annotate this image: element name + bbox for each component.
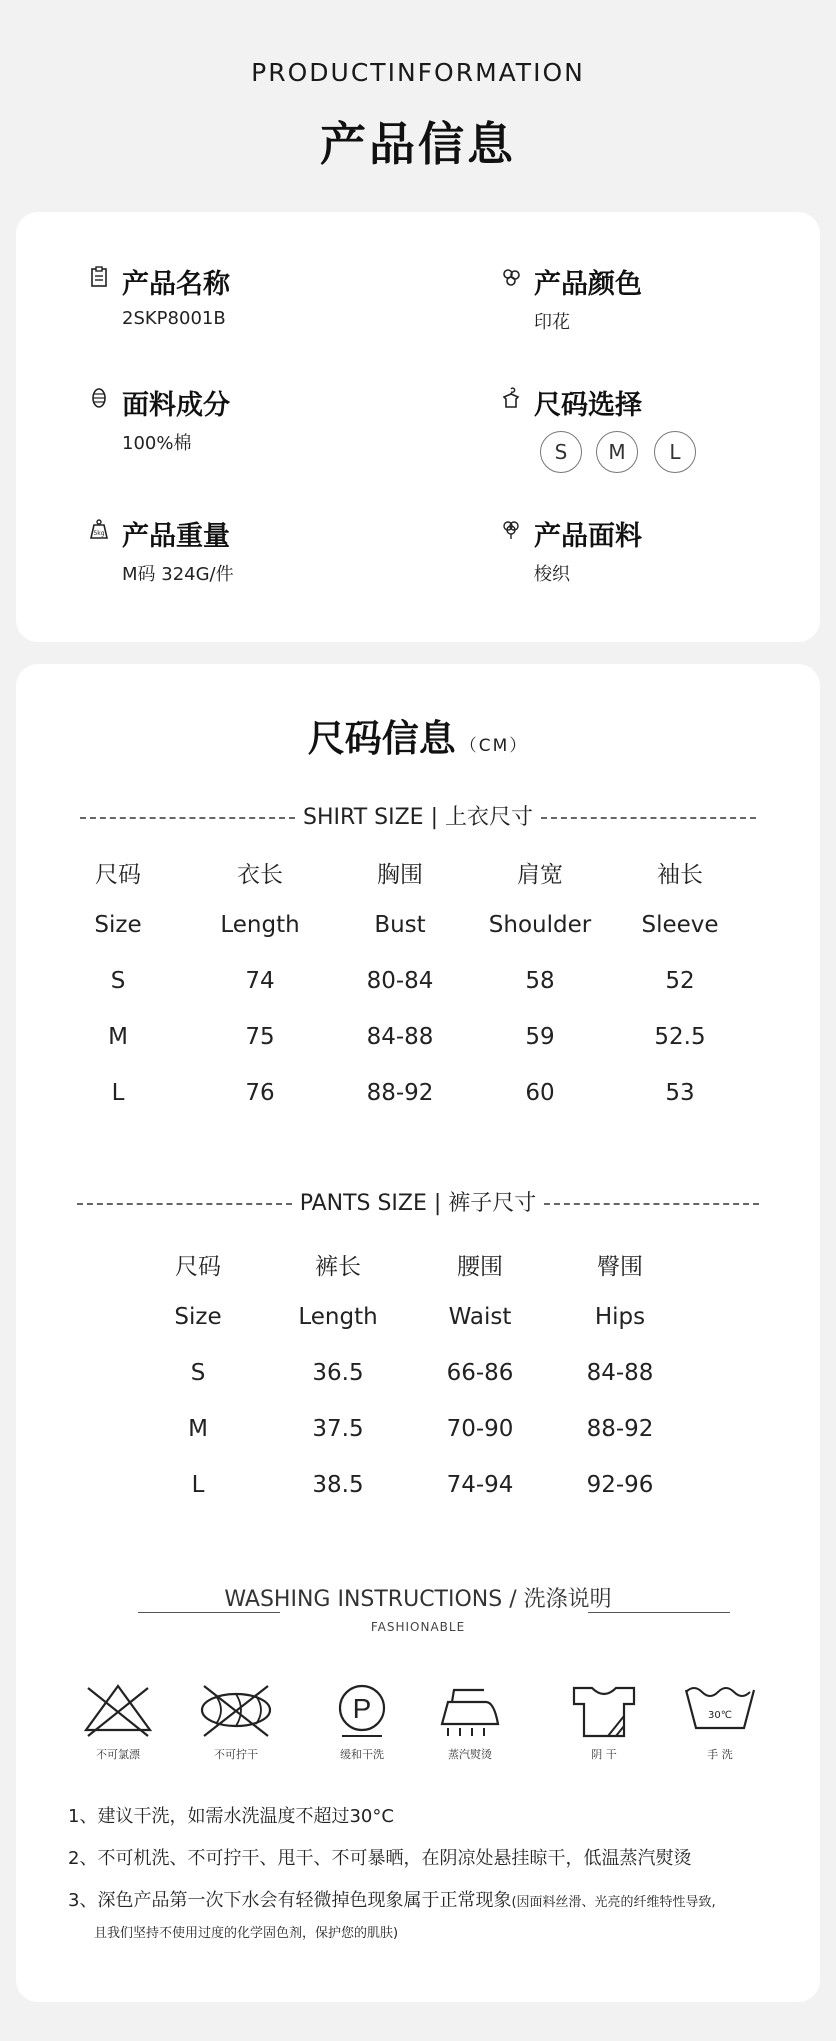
table-header-en-cell: Size [174, 1304, 222, 1330]
pants-size-title: PANTS SIZE | 裤子尺寸 [299, 1191, 537, 1216]
table-row-cell: 75 [245, 1024, 275, 1050]
wash-label: 蒸汽熨烫 [448, 1748, 492, 1761]
palette-icon [500, 266, 522, 288]
table-row-cell: 76 [245, 1080, 275, 1106]
no-wring-icon [194, 1680, 278, 1742]
pants-size-heading [0, 1186, 836, 1217]
info-title: 尺码选择 [534, 390, 642, 421]
shirt-size-heading [0, 800, 836, 831]
header-title-cn: 产品信息 [320, 117, 516, 171]
table-row-cell: 38.5 [312, 1472, 364, 1498]
cotton-icon [500, 518, 522, 540]
table-row-cell: S [110, 968, 126, 994]
wash-note-3 [68, 1886, 716, 1912]
info-value: 梭织 [534, 564, 570, 585]
wash-note-3-text: 3、深色产品第一次下水会有轻微掉色现象属于正常现象 [68, 1890, 512, 1911]
table-header-cn-cell: 尺码 [95, 862, 141, 888]
hand-wash-temp: 30℃ [708, 1710, 732, 1721]
table-row-cell: 88-92 [366, 1080, 434, 1106]
table-header-cn-cell: 肩宽 [517, 862, 563, 888]
table-row-cell: 36.5 [312, 1360, 364, 1386]
table-header-cn-cell: 袖长 [657, 862, 703, 888]
yarn-spool-icon [88, 387, 110, 409]
wash-note-1: 1、建议干洗，如需水洗温度不超过30°C [68, 1806, 394, 1827]
table-row-cell: 74-94 [446, 1472, 514, 1498]
table-row-cell: 60 [525, 1080, 555, 1106]
table-row-cell: 84-88 [586, 1360, 654, 1386]
info-title: 产品面料 [534, 521, 642, 552]
clipboard-icon [88, 266, 110, 288]
table-header-en-cell: Shoulder [488, 912, 592, 938]
gentle-dry-clean-icon [320, 1680, 404, 1742]
table-row-cell: 84-88 [366, 1024, 434, 1050]
table-header-en-cell: Size [94, 912, 142, 938]
wash-note-3-small: (因面料丝滑、光亮的纤维特性导致, [511, 1895, 716, 1910]
steam-iron-icon [428, 1680, 512, 1742]
table-row-cell: 59 [525, 1024, 555, 1050]
table-row-cell: L [191, 1472, 205, 1498]
wash-label: 不可拧干 [214, 1748, 258, 1761]
table-row-cell: 37.5 [312, 1416, 364, 1442]
divider [544, 1203, 759, 1205]
table-header-cn-cell: 胸围 [377, 862, 423, 888]
svg-text:5kg: 5kg [93, 530, 105, 537]
shade-dry-icon [562, 1680, 646, 1742]
size-info-title [0, 708, 836, 762]
table-header-cn-cell: 臀围 [597, 1254, 643, 1280]
table-row-cell: M [188, 1416, 208, 1442]
shirt-size-title: SHIRT SIZE | 上衣尺寸 [303, 805, 533, 830]
table-header-cn-cell: 尺码 [175, 1254, 221, 1280]
table-row-cell: 88-92 [586, 1416, 654, 1442]
size-info-heading: 尺码信息 [307, 717, 456, 760]
size-option-l[interactable]: L [654, 431, 696, 473]
table-header-en-cell: Length [220, 912, 300, 938]
info-value: 100%棉 [122, 433, 192, 454]
table-row-cell: 80-84 [366, 968, 434, 994]
header-title-en: PRODUCTINFORMATION [251, 58, 585, 87]
size-option-s[interactable]: S [540, 431, 582, 473]
washing-title: WASHING INSTRUCTIONS / 洗涤说明 [224, 1587, 612, 1612]
table-row-cell: 58 [525, 968, 555, 994]
table-header-en-cell: Bust [374, 912, 426, 938]
table-row-cell: 70-90 [446, 1416, 514, 1442]
info-title: 产品颜色 [534, 269, 642, 300]
wash-note-2: 2、不可机洗、不可拧干、甩干、不可暴晒，在阴凉处悬挂晾干，低温蒸汽熨烫 [68, 1848, 692, 1869]
table-header-en-cell: Length [298, 1304, 378, 1330]
info-title: 产品重量 [122, 521, 230, 552]
table-header-cn-cell: 腰围 [457, 1254, 503, 1280]
washing-subtitle: FASHIONABLE [370, 1620, 466, 1634]
table-row-cell: 74 [245, 968, 275, 994]
info-title: 面料成分 [122, 390, 230, 421]
info-value: 2SKP8001B [122, 308, 226, 329]
table-row-cell: 52.5 [654, 1024, 706, 1050]
size-info-unit: （CM） [459, 736, 529, 756]
divider [541, 817, 756, 819]
divider [77, 1203, 292, 1205]
wash-label: 缓和干洗 [340, 1748, 384, 1761]
table-header-cn-cell: 衣长 [237, 862, 283, 888]
table-header-en-cell: Waist [448, 1304, 512, 1330]
table-row-cell: 52 [665, 968, 695, 994]
info-value: M码 324G/件 [122, 564, 234, 585]
weight-icon [88, 518, 110, 540]
table-row-cell: 66-86 [446, 1360, 514, 1386]
table-row-cell: S [190, 1360, 206, 1386]
wash-note-3-continued: 且我们坚持不使用过度的化学固色剂，保护您的肌肤) [94, 1926, 399, 1941]
divider [138, 1612, 280, 1613]
info-title: 产品名称 [122, 269, 230, 300]
shirt-hanger-icon [500, 387, 522, 409]
divider [80, 817, 295, 819]
wash-label: 不可氯漂 [96, 1748, 140, 1761]
table-row-cell: 53 [665, 1080, 695, 1106]
table-row-cell: 92-96 [586, 1472, 654, 1498]
table-row-cell: M [108, 1024, 128, 1050]
table-row-cell: L [111, 1080, 125, 1106]
svg-text:P: P [352, 1693, 372, 1724]
table-header-en-cell: Hips [594, 1304, 646, 1330]
wash-label: 手 洗 [707, 1748, 733, 1761]
size-option-m[interactable]: M [596, 431, 638, 473]
wash-label: 阴 干 [591, 1748, 617, 1761]
no-bleach-icon [76, 1680, 160, 1742]
info-value: 印花 [534, 312, 570, 333]
table-header-cn-cell: 裤长 [315, 1254, 361, 1280]
table-header-en-cell: Sleeve [641, 912, 719, 938]
divider [588, 1612, 730, 1613]
hand-wash-icon [678, 1680, 762, 1742]
